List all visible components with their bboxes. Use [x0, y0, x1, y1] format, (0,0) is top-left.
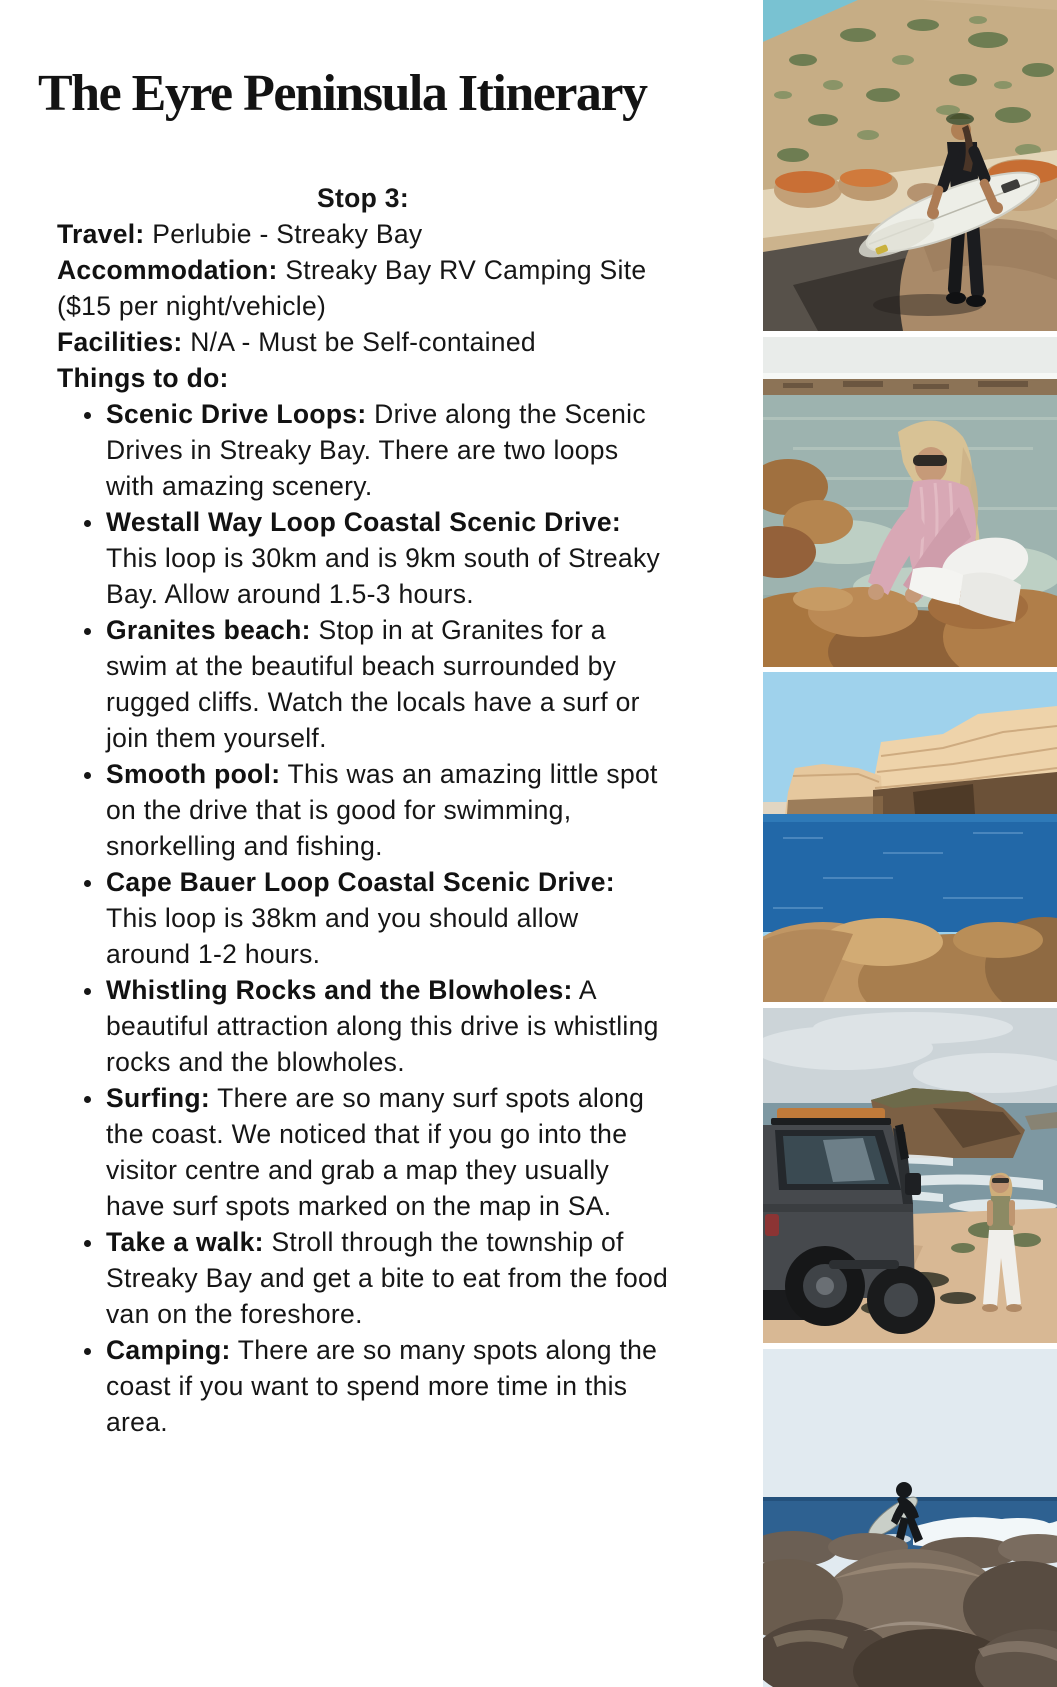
accommodation-label: Accommodation: [57, 255, 278, 285]
item-label: Take a walk: [106, 1227, 264, 1257]
detail-accommodation [57, 252, 669, 324]
photo-cliffs-blue-sea [763, 672, 1057, 1002]
page-title: The Eyre Peninsula Itinerary [38, 65, 647, 122]
foreground-granite [763, 917, 1057, 1002]
list-item [105, 612, 669, 756]
item-text: Stroll through the township of Streaky Bay and get a bite to eat from the food van on the foreshore. [106, 1227, 669, 1329]
photo-woman-pink-sweater [763, 337, 1057, 667]
todo-list [57, 396, 669, 1440]
photo-column [763, 0, 1057, 1687]
item-text: This loop is 38km and you should allow around 1-2 hours. [106, 903, 579, 969]
detail-facilities [57, 324, 669, 360]
photo-4wd-clifftop [763, 1008, 1057, 1343]
photo-surfer-boulders [763, 1349, 1057, 1687]
travel-label: Travel: [57, 219, 145, 249]
item-label: Surfing: [106, 1083, 210, 1113]
item-text: A beautiful attraction along this drive is whistling rocks and the blowholes. [106, 975, 659, 1077]
list-item [105, 864, 669, 972]
item-label: Granites beach: [106, 615, 311, 645]
stop-heading: Stop 3: [317, 183, 409, 213]
list-item [105, 972, 669, 1080]
item-label: Camping: [106, 1335, 231, 1365]
list-item [105, 1224, 669, 1332]
itinerary-body [57, 180, 669, 1440]
list-item [105, 504, 669, 612]
item-text: This loop is 30km and is 9km south of Streaky Bay. Allow around 1.5-3 hours. [106, 543, 661, 609]
photo-surfer-granite-rocks [763, 0, 1057, 331]
travel-value: Perlubie - Streaky Bay [152, 219, 423, 249]
item-label: Cape Bauer Loop Coastal Scenic Drive: [106, 867, 615, 897]
things-to-do-heading: Things to do: [57, 363, 229, 393]
item-label: Scenic Drive Loops: [106, 399, 367, 429]
facilities-label: Facilities: [57, 327, 183, 357]
detail-travel [57, 216, 669, 252]
item-label: Whistling Rocks and the Blowholes: [106, 975, 573, 1005]
list-item [105, 1332, 669, 1440]
boulders [763, 1531, 1057, 1687]
item-text: This was an amazing little spot on the drive that is good for swimming, snorkelling and fishing. [106, 759, 658, 861]
item-label: Westall Way Loop Coastal Scenic Drive: [106, 507, 622, 537]
facilities-value: N/A - Must be Self-contained [190, 327, 536, 357]
item-text: There are so many spots along the coast if you want to spend more time in this area. [106, 1335, 658, 1437]
item-text: There are so many surf spots along the coast. We noticed that if you go into the visitor centre and grab a map they usually have surf spots marked on the map in SA. [106, 1083, 645, 1221]
list-item [105, 1080, 669, 1224]
item-text: Drive along the Scenic Drives in Streaky Bay. There are two loops with amazing scenery. [106, 399, 646, 501]
item-text: Stop in at Granites for a swim at the beautiful beach surrounded by rugged cliffs. Watch the locals have a surf or join them yourself. [106, 615, 640, 753]
list-item [105, 756, 669, 864]
item-label: Smooth pool: [106, 759, 281, 789]
list-item [105, 396, 669, 504]
accommodation-value: Streaky Bay RV Camping Site ($15 per night/vehicle) [57, 255, 647, 321]
